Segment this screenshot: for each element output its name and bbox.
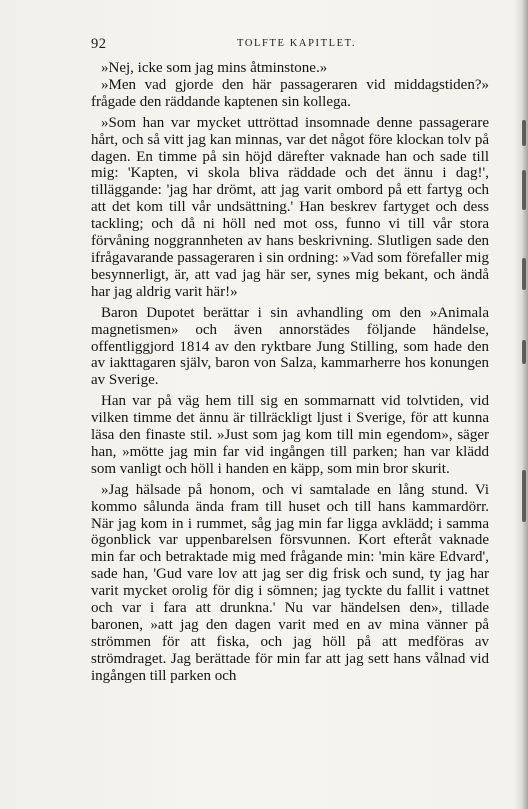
- page-edge-mark: [522, 120, 526, 146]
- page-edge-mark: [522, 340, 526, 364]
- paragraph: »Men vad gjorde den här passageraren vid middagstiden?» frågade den räddande kaptenen sin kollega.: [91, 76, 489, 110]
- paragraph: »Jag hälsade på honom, och vi samtalade en lång stund. Vi kommo sålunda ända fram till huset och till hans kammardörr. När jag kom in i rummet, såg jag min far ligga avklädd; i samma ögonblick var uppenbarelsen försvunnen. Kort efteråt vaknade min far och betraktade mig med frågande min: 'min käre Edvard', sade han, 'Gud vare lov att jag ser dig frisk och sund, ty jag har varit mycket orolig för dig i sömnen; jag tyckte du fallit i vattnet och var i fara att drunkna.' Nu var händelsen den», tillade baronen, »att jag den dagen varit med en av mina vänner på strömmen för att fiska, och jag höll på att medföras av strömdraget. Jag berättade för min far att jag sett hans vålnad vid ingången till parken och: [91, 481, 489, 684]
- paragraph: Baron Dupotet berättar i sin avhandling om den »Animala magnetismen» och även annorstädes följande händelse, offentliggjord 1814 av den ryktbare Jung Stilling, som hade den av iakttagaren själv, baron von Salza, kammarherre hos konungen av Sverige.: [91, 304, 489, 389]
- page-edge-mark: [522, 258, 526, 290]
- running-head: TOLFTE KAPITLET.: [237, 38, 357, 49]
- paragraph: »Nej, icke som jag mins åtminstone.»: [101, 60, 328, 76]
- paragraph: »Som han var mycket uttröttad insomnade denne passagerare hårt, och så vitt jag kan minnas, var det något före klockan tolv på dagen. En timme på sin höjd därefter vaknade han och sade till mig: 'Kapten, vi skola bliva räddade och det ännu i dag!', tilläggande: 'jag har drömt, att jag varit ombord på ett fartyg och att det kom till vår undsättning.' Han beskrev fartyget och dess tackling; och då ni höll ned mot oss, funno vi till vår stora förvåning noggrannheten av hans beskrivning. Slutligen sade den ifrågavarande passageraren i sin ordning: »Vad som förefaller mig besynnerligt, är, att vad jag här ser, synes mig bekant, och ändå har jag aldrig varit här!»: [91, 114, 489, 300]
- paragraph: Han var på väg hem till sig en sommarnatt vid tolvtiden, vid vilken timme det ännu är tillräckligt ljust i Sverige, för att kunna läsa den finaste stil. »Just som jag kom till min egendom», säger han, »mötte jag min far vid ingången till parken; han var klädd som vanligt och höll i handen en käpp, som min bror skurit.: [91, 393, 489, 477]
- page-edge-mark: [522, 470, 526, 522]
- page-edge-mark: [522, 170, 526, 210]
- page-number: 92: [91, 36, 107, 52]
- body-text: [91, 60, 489, 685]
- page-header: [91, 36, 488, 54]
